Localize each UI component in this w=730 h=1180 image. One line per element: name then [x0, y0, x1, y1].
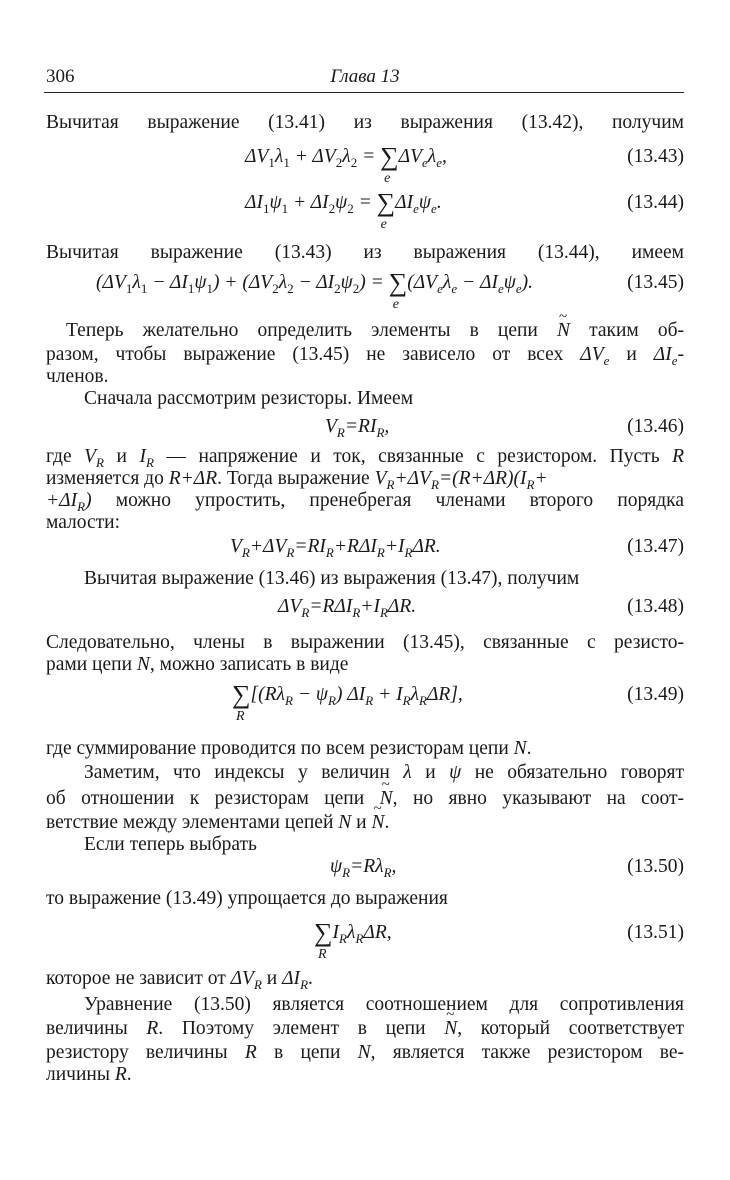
paragraph-9-line-1: Заметим, что индексы у величин λ и ψ не обязательно говорят [84, 762, 685, 783]
header-rule [44, 92, 684, 93]
paragraph-9-line-3: ветствие между элементами цепей N и ~ N. [46, 812, 389, 834]
symbol-delta-i-e: $\Delta I_e$ [653, 344, 678, 368]
equation-13-51: ∑ R $I_R\lambda_R\Delta R$, [314, 918, 392, 962]
paragraph-1: Вычитая выражение (13.41) из выражения (13.42), получим [46, 112, 684, 133]
symbol-delta-v-e: $\Delta V_e$ [580, 344, 610, 368]
paragraph-10: Если теперь выбрать [84, 834, 257, 855]
paragraph-7-line-2: рами цепи N, можно записать в виде [46, 654, 349, 675]
paragraph-5-line-3: $+\Delta I_R$) можно упростить, пренебрегая членами второго порядка [46, 490, 685, 514]
paragraph-3-line-3: членов. [46, 366, 109, 387]
paragraph-9-line-2: об отношении к резисторам цепи ~ N, но явно указывают на соот- [46, 788, 684, 810]
paragraph-4: Сначала рассмотрим резисторы. Имеем [84, 388, 414, 409]
equation-13-43: $\Delta V_1\lambda_1 + \Delta V_2\lambda_2$ = ∑ e $\Delta V_e\lambda_e$, [245, 142, 447, 186]
paragraph-13-line-2: величины R. Поэтому элемент в цепи ~ N, который соответствует [46, 1018, 684, 1040]
equation-number-13-48: (13.48) [627, 596, 684, 617]
paragraph-13-line-4: личины R. [46, 1064, 132, 1085]
equation-number-13-46: (13.46) [627, 416, 684, 437]
equation-number-13-50: (13.50) [627, 856, 684, 877]
paragraph-8: где суммирование проводится по всем резисторам цепи N. [46, 738, 532, 759]
page-number: 306 [46, 66, 75, 87]
equation-number-13-43: (13.43) [627, 146, 684, 167]
symbol-n-tilde: ~ N [557, 320, 570, 342]
equation-number-13-49: (13.49) [627, 684, 684, 705]
equation-13-50: $\psi_R=R\lambda_R$, [330, 856, 397, 880]
paragraph-3-line-1: Теперь желательно определить элементы в цепи ~ N таким об- [46, 320, 684, 342]
equation-13-49: ∑ R $[(R\lambda_R - \psi_R) \Delta I_R + I_R\lambda_R\Delta R]$, [232, 680, 463, 724]
paragraph-5-line-1: где $V_R$ и $I_R$ — напряжение и ток, связанные с резистором. Пусть R [46, 446, 685, 470]
paragraph-2: Вычитая выражение (13.43) из выражения (13.44), имеем [46, 242, 684, 263]
equation-number-13-44: (13.44) [627, 192, 684, 213]
equation-13-46: $V_R=RI_R$, [325, 416, 390, 440]
paragraph-12: которое не зависит от $\Delta V_R$ и $\Delta I_R$. [46, 968, 313, 992]
equation-13-44: $\Delta I_1\psi_1 + \Delta I_2\psi_2$ = ∑ e $\Delta I_e\psi_e$. [245, 188, 442, 232]
paragraph-13-line-3: резистору величины R в цепи N, является также резистором ве- [46, 1042, 685, 1063]
paragraph-5-line-2: изменяется до R+ΔR. Тогда выражение $V_R+\Delta V_R=(R+\Delta R)(I_R+$ [46, 468, 548, 492]
paragraph-3-line-2: разом, чтобы выражение (13.45) не зависело от всех $\Delta V_e$ и $\Delta I_e-$ [46, 344, 684, 368]
paragraph-13-line-1: Уравнение (13.50) является соотношением для сопротивления [84, 994, 684, 1015]
equation-number-13-45: (13.45) [627, 272, 684, 293]
equation-13-47: $V_R+\Delta V_R=RI_R+R\Delta I_R+I_R\Delta R$. [230, 536, 441, 560]
paragraph-5-line-4: малости: [46, 512, 121, 533]
equation-13-45: $(\Delta V_1\lambda_1 - \Delta I_1\psi_1) + (\Delta V_2\lambda_2 - \Delta I_2\psi_2)$ = ∑ e $(\Delta V_e\lambda_e - \Delta I_e\psi_e)$. [96, 268, 534, 312]
paragraph-11: то выражение (13.49) упрощается до выражения [46, 888, 448, 909]
paragraph-7-line-1: Следовательно, члены в выражении (13.45), связанные с резисто- [46, 632, 684, 653]
chapter-title: Глава 13 [330, 66, 400, 87]
equation-number-13-51: (13.51) [627, 922, 684, 943]
equation-13-48: $\Delta V_R=R\Delta I_R+I_R\Delta R$. [278, 596, 417, 620]
paragraph-6: Вычитая выражение (13.46) из выражения (13.47), получим [84, 568, 580, 589]
equation-number-13-47: (13.47) [627, 536, 684, 557]
